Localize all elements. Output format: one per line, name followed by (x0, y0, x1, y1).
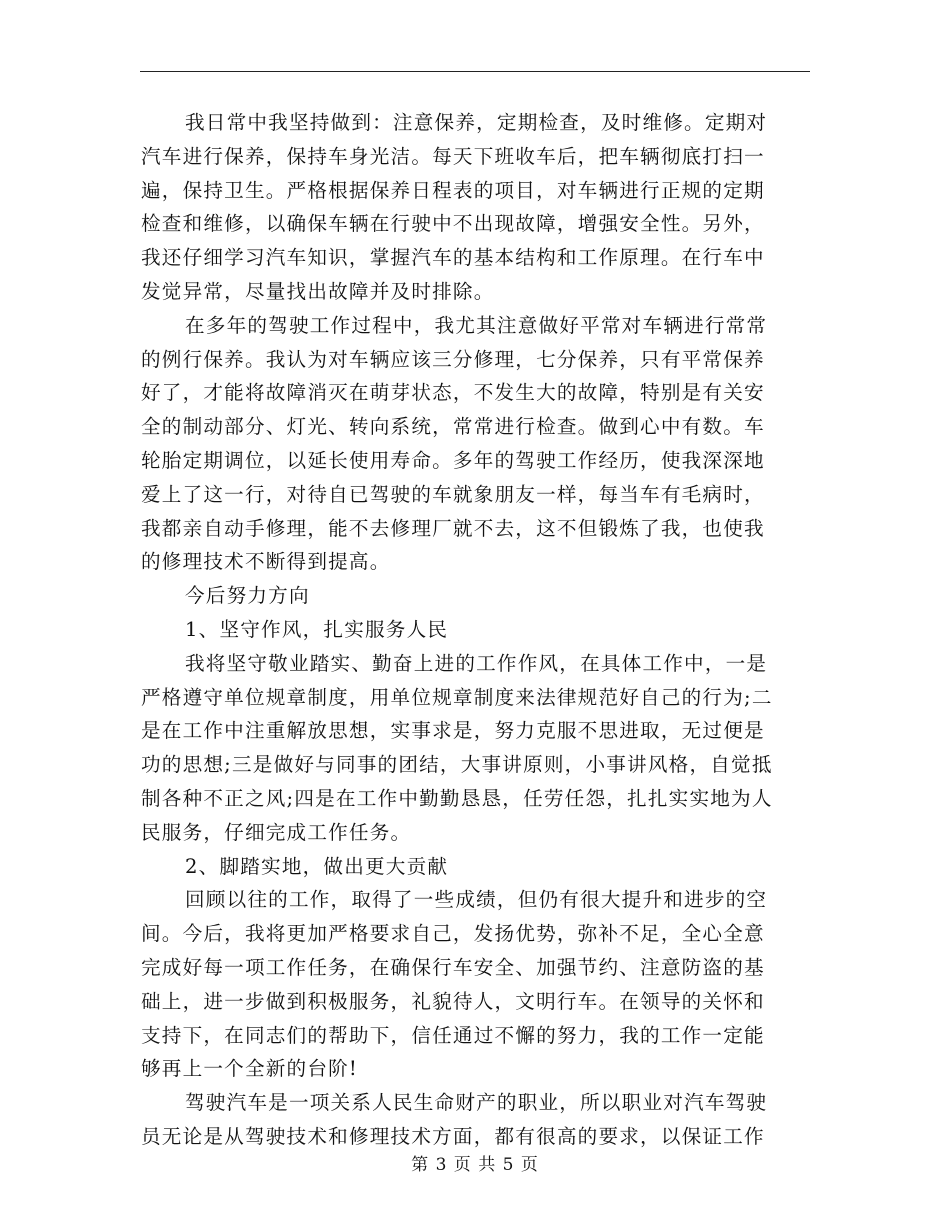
paragraph-line: 遍，保持卫生。严格根据保养日程表的项目，对车辆进行正规的定期 (141, 178, 765, 202)
paragraph-line: 检查和维修，以确保车辆在行驶中不出现故障，增强安全性。另外， (141, 212, 765, 236)
paragraph-line: 是在工作中注重解放思想，实事求是，努力克服不思进取，无过便是 (141, 719, 765, 743)
paragraph-line: 员无论是从驾驶技术和修理技术方面，都有很高的要求，以保证工作 (141, 1124, 765, 1148)
paragraph-line: 础上，进一步做到积极服务，礼貌待人，文明行车。在领导的关怀和 (141, 989, 765, 1013)
paragraph-line: 制各种不正之风;四是在工作中勤勤恳恳，任劳任怨，扎扎实实地为人 (141, 786, 773, 810)
paragraph-line: 发觉异常，尽量找出故障并及时排除。 (141, 279, 495, 303)
page-number: 第 3 页 共 5 页 (411, 1155, 539, 1175)
paragraph-line: 在多年的驾驶工作过程中，我尤其注意做好平常对车辆进行常常 (185, 313, 768, 337)
paragraph-line: 的例行保养。我认为对车辆应该三分修理，七分保养，只有平常保养 (141, 347, 765, 371)
body-text (141, 106, 811, 1154)
paragraph-line: 功的思想;三是做好与同事的团结，大事讲原则，小事讲风格，自觉抵 (141, 753, 773, 777)
paragraph-line: 全的制动部分、灯光、转向系统，常常进行检查。做到心中有数。车 (141, 415, 765, 439)
subsection-heading: 2、脚踏实地，做出更大贡献 (185, 854, 449, 878)
paragraph-line: 汽车进行保养，保持车身光洁。每天下班收车后，把车辆彻底打扫一 (141, 144, 765, 168)
paragraph-line: 够再上一个全新的台阶! (141, 1057, 359, 1081)
paragraph-line: 好了，才能将故障消灭在萌芽状态，不发生大的故障，特别是有关安 (141, 381, 765, 405)
paragraph-line: 轮胎定期调位，以延长使用寿命。多年的驾驶工作经历，使我深深地 (141, 448, 765, 472)
paragraph-line: 回顾以往的工作，取得了一些成绩，但仍有很大提升和进步的空 (185, 888, 768, 912)
paragraph-line: 间。今后，我将更加严格要求自己，发扬优势，弥补不足，全心全意 (141, 922, 765, 946)
paragraph-line: 驾驶汽车是一项关系人民生命财产的职业，所以职业对汽车驾驶 (185, 1091, 768, 1115)
paragraph-line: 支持下，在同志们的帮助下，信任通过不懈的努力，我的工作一定能 (141, 1023, 765, 1047)
paragraph-line: 严格遵守单位规章制度，用单位规章制度来法律规范好自己的行为;二 (141, 685, 773, 709)
paragraph-line: 我日常中我坚持做到：注意保养，定期检查，及时维修。定期对 (185, 111, 768, 134)
paragraph-line: 我都亲自动手修理，能不去修理厂就不去，这不但锻炼了我，也使我 (141, 516, 765, 540)
paragraph-line: 我将坚守敬业踏实、勤奋上进的工作作风，在具体工作中，一是 (185, 651, 768, 675)
subsection-heading: 1、坚守作风，扎实服务人民 (185, 617, 449, 641)
section-heading: 今后努力方向 (185, 584, 310, 608)
paragraph-line: 民服务，仔细完成工作任务。 (141, 820, 412, 844)
paragraph-line: 的修理技术不断得到提高。 (141, 550, 391, 574)
paragraph-line: 完成好每一项工作任务，在确保行车安全、加强节约、注意防盗的基 (141, 955, 765, 979)
paragraph-line: 我还仔细学习汽车知识，掌握汽车的基本结构和工作原理。在行车中 (141, 246, 765, 270)
header-rule (140, 71, 810, 72)
paragraph-line: 爱上了这一行，对待自已驾驶的车就象朋友一样，每当车有毛病时， (141, 482, 765, 506)
